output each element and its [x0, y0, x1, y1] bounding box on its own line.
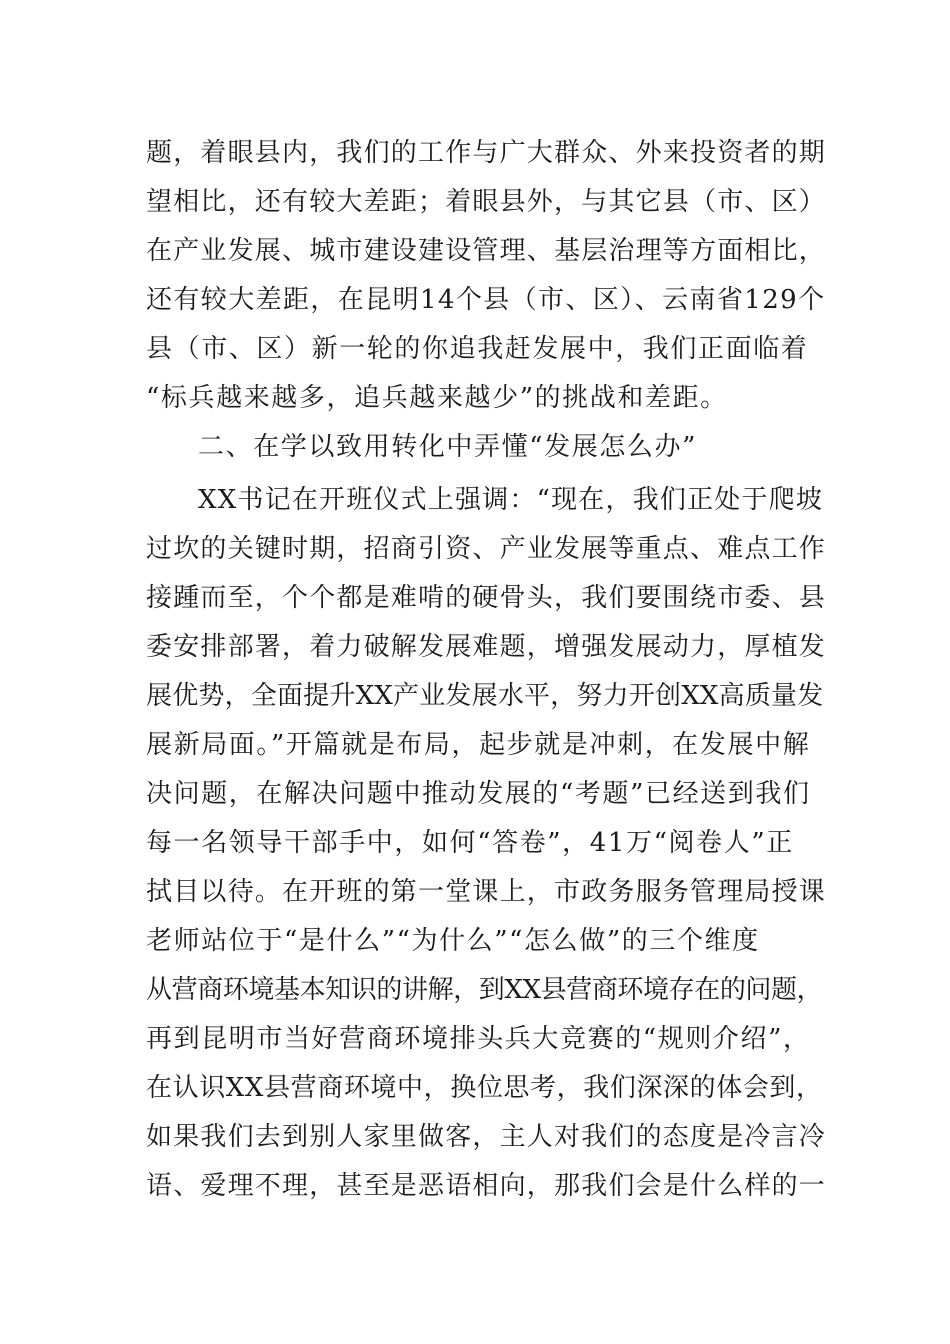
paragraph-line: 语、爱理不理，甚至是恶语相向，那我们会是什么样的一 — [146, 1171, 827, 1201]
paragraph-line: 从营商环境基本知识的讲解，到XX县营商环境存在的问题， — [146, 975, 823, 1005]
paragraph-line: 题，着眼县内，我们的工作与广大群众、外来投资者的期 — [146, 138, 827, 168]
paragraph-line: 再到昆明市当好营商环境排头兵大竞赛的“规则介绍”， — [146, 1024, 811, 1054]
paragraph-line: XX书记在开班仪式上强调：“现在，我们正处于爬坡 — [198, 485, 824, 515]
paragraph-line: “标兵越来越多，追兵越来越少”的挑战和差距。 — [146, 383, 728, 413]
paragraph-line: 委安排部署，着力破解发展难题，增强发展动力，厚植发 — [146, 632, 827, 662]
paragraph-line: 展新局面。”开篇就是布局，起步就是冲刺，在发展中解 — [146, 730, 811, 760]
section-heading: 二、在学以致用转化中弄懂“发展怎么办” — [198, 432, 697, 462]
paragraph-line: 每一名领导干部手中，如何“答卷”，41万“阅卷人”正 — [146, 828, 794, 858]
paragraph-line: 如果我们去到别人家里做客，主人对我们的态度是冷言冷 — [146, 1122, 827, 1152]
paragraph-line: 县（市、区）新一轮的你追我赶发展中，我们正面临着 — [146, 334, 809, 364]
paragraph-line: 拭目以待。在开班的第一堂课上，市政务服务管理局授课 — [146, 877, 827, 907]
paragraph-line: 在认识XX县营商环境中，换位思考，我们深深的体会到， — [146, 1073, 823, 1103]
paragraph-line: 接踵而至，个个都是难啃的硬骨头，我们要围绕市委、县 — [146, 583, 827, 613]
paragraph-line: 老师站位于“是什么”“为什么”“怎么做”的三个维度 — [146, 926, 760, 956]
paragraph-line: 过坎的关键时期，招商引资、产业发展等重点、难点工作 — [146, 534, 827, 564]
paragraph-line: 展优势，全面提升XX产业发展水平，努力开创XX高质量发 — [146, 681, 824, 711]
paragraph-line: 还有较大差距，在昆明14个县（市、区）、云南省129个 — [146, 285, 826, 315]
paragraph-line: 望相比，还有较大差距；着眼县外，与其它县（市、区） — [146, 187, 827, 217]
paragraph-line: 决问题，在解决问题中推动发展的“考题”已经送到我们 — [146, 779, 811, 809]
paragraph-line: 在产业发展、城市建设建设管理、基层治理等方面相比， — [146, 236, 827, 266]
